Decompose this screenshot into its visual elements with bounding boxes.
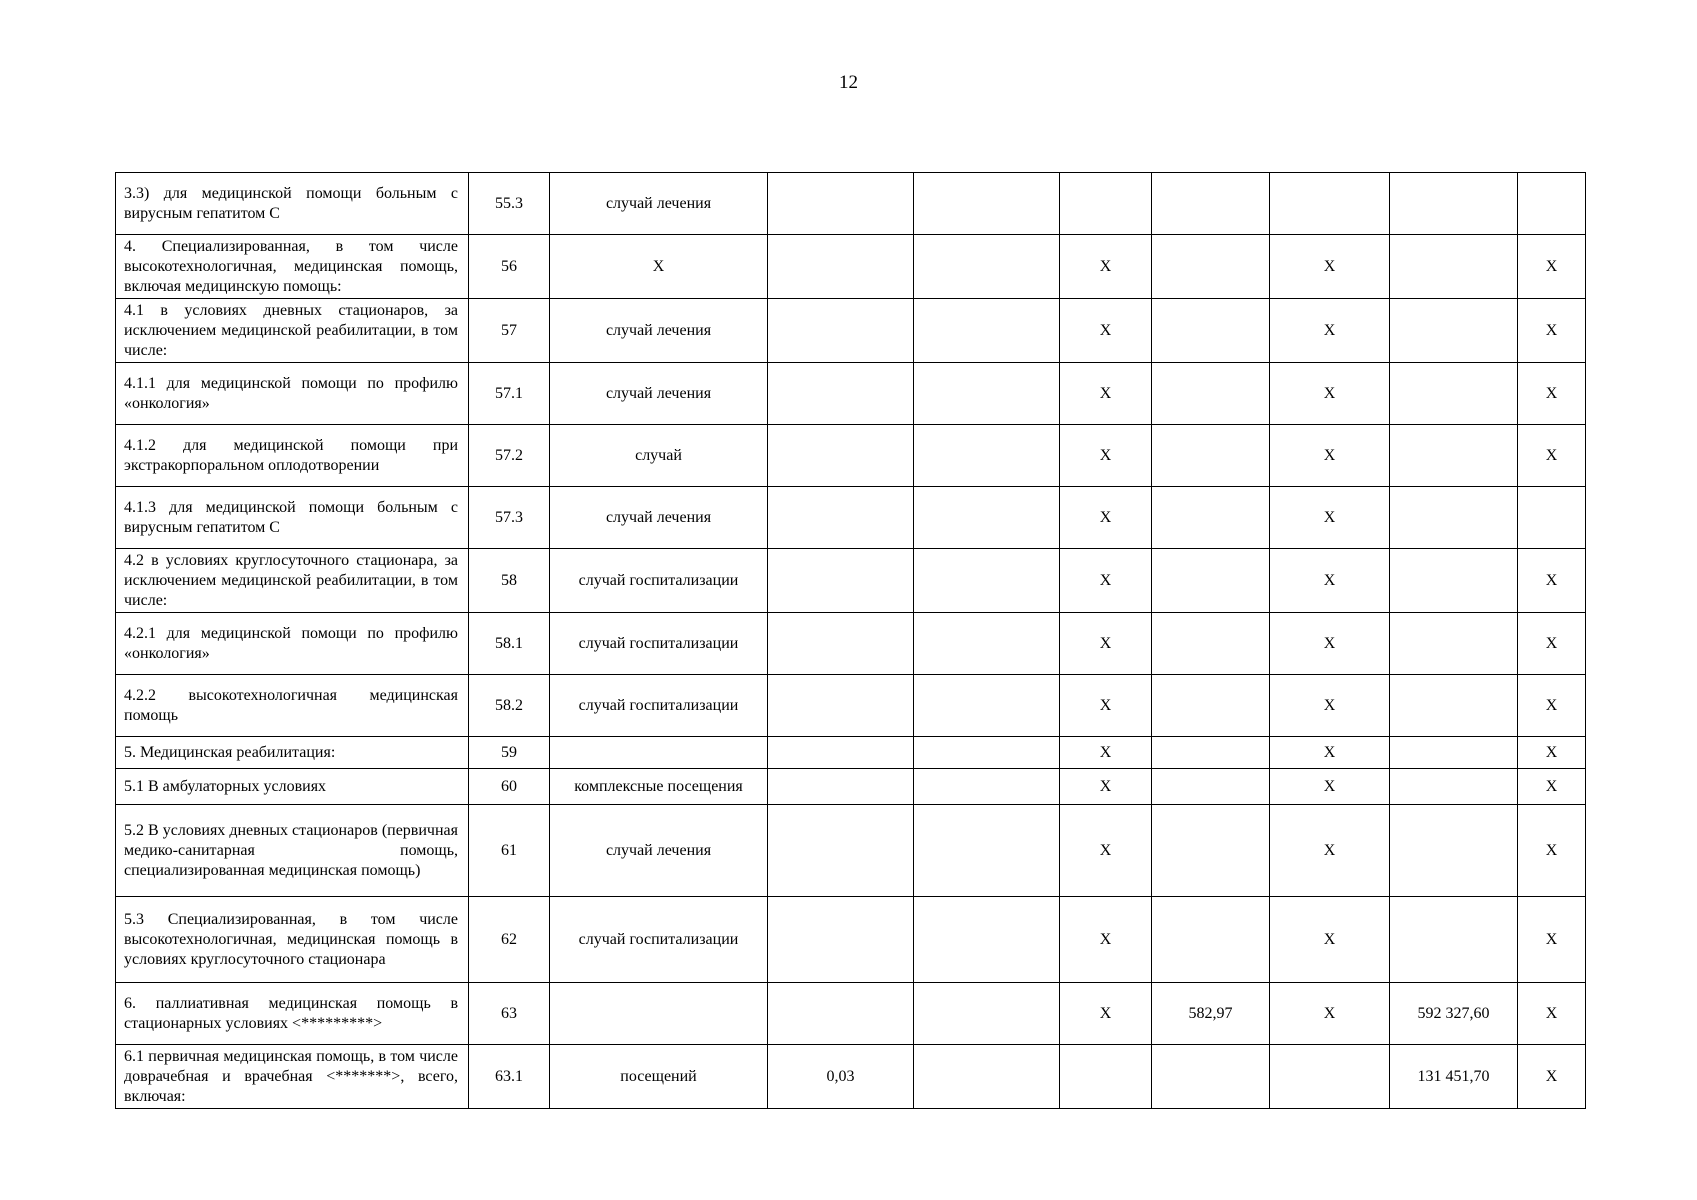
row-unit: случай лечения	[550, 363, 768, 425]
cell-col10: Х	[1518, 363, 1586, 425]
cell-col10	[1518, 487, 1586, 549]
row-unit: случай лечения	[550, 173, 768, 235]
row-code: 58.2	[469, 675, 550, 737]
row-code: 56	[469, 235, 550, 299]
cell-col6	[1060, 1045, 1152, 1109]
cell-col10: Х	[1518, 675, 1586, 737]
cell-col10: Х	[1518, 549, 1586, 613]
cell-col8	[1270, 173, 1390, 235]
row-unit: случай госпитализации	[550, 897, 768, 983]
cell-col6: Х	[1060, 897, 1152, 983]
row-code: 57.2	[469, 425, 550, 487]
cell-col9	[1390, 769, 1518, 805]
cell-col7	[1152, 1045, 1270, 1109]
cell-col9	[1390, 897, 1518, 983]
cell-col6: Х	[1060, 487, 1152, 549]
row-name: 5.1 В амбулаторных условиях	[116, 769, 469, 805]
cell-col5	[914, 737, 1060, 769]
cell-col6: Х	[1060, 805, 1152, 897]
row-name: 4.1.1 для медицинской помощи по профилю «онкология»	[116, 363, 469, 425]
cell-col8: Х	[1270, 675, 1390, 737]
cell-col9	[1390, 425, 1518, 487]
row-code: 57.1	[469, 363, 550, 425]
cell-col5	[914, 487, 1060, 549]
cell-col10	[1518, 173, 1586, 235]
row-unit: Х	[550, 235, 768, 299]
cell-col9: 592 327,60	[1390, 983, 1518, 1045]
row-name: 6. паллиативная медицинская помощь в стационарных условиях <*********>	[116, 983, 469, 1045]
cell-col5	[914, 1045, 1060, 1109]
cell-col8: Х	[1270, 363, 1390, 425]
cell-col5	[914, 235, 1060, 299]
cell-col7	[1152, 235, 1270, 299]
cell-col8: Х	[1270, 425, 1390, 487]
cell-col8: Х	[1270, 983, 1390, 1045]
cell-col8: Х	[1270, 769, 1390, 805]
cell-col4	[768, 173, 914, 235]
row-name: 4.2.1 для медицинской помощи по профилю «онкология»	[116, 613, 469, 675]
cell-col10: Х	[1518, 983, 1586, 1045]
cell-col9	[1390, 363, 1518, 425]
cell-col9	[1390, 299, 1518, 363]
cell-col7	[1152, 173, 1270, 235]
cell-col7	[1152, 549, 1270, 613]
cell-col9	[1390, 173, 1518, 235]
cell-col7	[1152, 805, 1270, 897]
data-table	[115, 172, 1586, 1109]
cell-col9	[1390, 737, 1518, 769]
table-row	[116, 487, 1586, 549]
cell-col10: Х	[1518, 425, 1586, 487]
cell-col4	[768, 363, 914, 425]
cell-col5	[914, 363, 1060, 425]
table-row	[116, 897, 1586, 983]
table-row	[116, 675, 1586, 737]
cell-col8: Х	[1270, 549, 1390, 613]
cell-col8: Х	[1270, 299, 1390, 363]
table-row	[116, 235, 1586, 299]
cell-col10: Х	[1518, 769, 1586, 805]
cell-col7	[1152, 299, 1270, 363]
row-code: 58.1	[469, 613, 550, 675]
table-row	[116, 1045, 1586, 1109]
cell-col8: Х	[1270, 235, 1390, 299]
cell-col8: Х	[1270, 805, 1390, 897]
row-code: 55.3	[469, 173, 550, 235]
cell-col6: Х	[1060, 675, 1152, 737]
row-unit	[550, 737, 768, 769]
cell-col7	[1152, 425, 1270, 487]
cell-col7	[1152, 363, 1270, 425]
row-code: 57.3	[469, 487, 550, 549]
cell-col9	[1390, 235, 1518, 299]
row-name: 4.1.3 для медицинской помощи больным с вирусным гепатитом С	[116, 487, 469, 549]
cell-col7: 582,97	[1152, 983, 1270, 1045]
row-name: 6.1 первичная медицинская помощь, в том числе доврачебная и врачебная <*******>, всего, включая:	[116, 1045, 469, 1109]
row-unit: случай лечения	[550, 299, 768, 363]
row-unit	[550, 983, 768, 1045]
cell-col9	[1390, 549, 1518, 613]
cell-col6: Х	[1060, 769, 1152, 805]
cell-col9	[1390, 613, 1518, 675]
row-code: 58	[469, 549, 550, 613]
cell-col6: Х	[1060, 363, 1152, 425]
cell-col4	[768, 299, 914, 363]
cell-col6: Х	[1060, 737, 1152, 769]
cell-col6: Х	[1060, 983, 1152, 1045]
cell-col7	[1152, 897, 1270, 983]
row-code: 59	[469, 737, 550, 769]
table-row	[116, 737, 1586, 769]
cell-col4	[768, 897, 914, 983]
table-row	[116, 363, 1586, 425]
cell-col8: Х	[1270, 487, 1390, 549]
row-code: 60	[469, 769, 550, 805]
row-name: 3.3) для медицинской помощи больным с вирусным гепатитом С	[116, 173, 469, 235]
cell-col10: Х	[1518, 1045, 1586, 1109]
cell-col6: Х	[1060, 425, 1152, 487]
row-name: 4.1 в условиях дневных стационаров, за исключением медицинской реабилитации, в том числе:	[116, 299, 469, 363]
row-unit: случай	[550, 425, 768, 487]
cell-col10: Х	[1518, 235, 1586, 299]
cell-col10: Х	[1518, 897, 1586, 983]
cell-col9: 131 451,70	[1390, 1045, 1518, 1109]
cell-col4: 0,03	[768, 1045, 914, 1109]
row-name: 5.3 Специализированная, в том числе высокотехнологичная, медицинская помощь в условиях круглосуточного стационара	[116, 897, 469, 983]
row-code: 57	[469, 299, 550, 363]
cell-col10: Х	[1518, 737, 1586, 769]
table-row	[116, 805, 1586, 897]
cell-col7	[1152, 613, 1270, 675]
cell-col5	[914, 769, 1060, 805]
cell-col9	[1390, 487, 1518, 549]
row-code: 63	[469, 983, 550, 1045]
cell-col5	[914, 549, 1060, 613]
row-unit: случай госпитализации	[550, 613, 768, 675]
row-unit: случай госпитализации	[550, 675, 768, 737]
page-number: 12	[839, 72, 858, 93]
cell-col4	[768, 737, 914, 769]
row-unit: случай госпитализации	[550, 549, 768, 613]
table-row	[116, 549, 1586, 613]
cell-col5	[914, 675, 1060, 737]
cell-col6: Х	[1060, 299, 1152, 363]
cell-col4	[768, 613, 914, 675]
row-unit: случай лечения	[550, 805, 768, 897]
table-row	[116, 299, 1586, 363]
cell-col5	[914, 897, 1060, 983]
cell-col4	[768, 549, 914, 613]
cell-col6: Х	[1060, 549, 1152, 613]
row-name: 4.2.2 высокотехнологичная медицинская помощь	[116, 675, 469, 737]
row-code: 62	[469, 897, 550, 983]
row-name: 4.2 в условиях круглосуточного стационара, за исключением медицинской реабилитации, в том числе:	[116, 549, 469, 613]
cell-col8: Х	[1270, 897, 1390, 983]
cell-col4	[768, 235, 914, 299]
table-row	[116, 173, 1586, 235]
cell-col4	[768, 675, 914, 737]
cell-col5	[914, 805, 1060, 897]
row-name: 5.2 В условиях дневных стационаров (первичная медико-санитарная помощь, специализированная медицинская помощь)	[116, 805, 469, 897]
row-unit: комплексные посещения	[550, 769, 768, 805]
cell-col5	[914, 613, 1060, 675]
cell-col8: Х	[1270, 613, 1390, 675]
cell-col4	[768, 487, 914, 549]
cell-col4	[768, 805, 914, 897]
table-row	[116, 769, 1586, 805]
cell-col7	[1152, 487, 1270, 549]
cell-col4	[768, 425, 914, 487]
cell-col5	[914, 299, 1060, 363]
cell-col9	[1390, 805, 1518, 897]
cell-col7	[1152, 769, 1270, 805]
row-name: 4. Специализированная, в том числе высокотехнологичная, медицинская помощь, включая медицинскую помощь:	[116, 235, 469, 299]
cell-col10: Х	[1518, 299, 1586, 363]
cell-col7	[1152, 737, 1270, 769]
row-unit: посещений	[550, 1045, 768, 1109]
cell-col4	[768, 769, 914, 805]
cell-col6: Х	[1060, 613, 1152, 675]
table-row	[116, 425, 1586, 487]
row-code: 63.1	[469, 1045, 550, 1109]
row-name: 5. Медицинская реабилитация:	[116, 737, 469, 769]
cell-col5	[914, 425, 1060, 487]
table-row	[116, 613, 1586, 675]
row-code: 61	[469, 805, 550, 897]
cell-col10: Х	[1518, 613, 1586, 675]
row-name: 4.1.2 для медицинской помощи при экстракорпоральном оплодотворении	[116, 425, 469, 487]
cell-col8	[1270, 1045, 1390, 1109]
cell-col6	[1060, 173, 1152, 235]
cell-col8: Х	[1270, 737, 1390, 769]
cell-col5	[914, 983, 1060, 1045]
cell-col6: Х	[1060, 235, 1152, 299]
cell-col9	[1390, 675, 1518, 737]
cell-col4	[768, 983, 914, 1045]
cell-col5	[914, 173, 1060, 235]
table-row	[116, 983, 1586, 1045]
row-unit: случай лечения	[550, 487, 768, 549]
cell-col10: Х	[1518, 805, 1586, 897]
cell-col7	[1152, 675, 1270, 737]
